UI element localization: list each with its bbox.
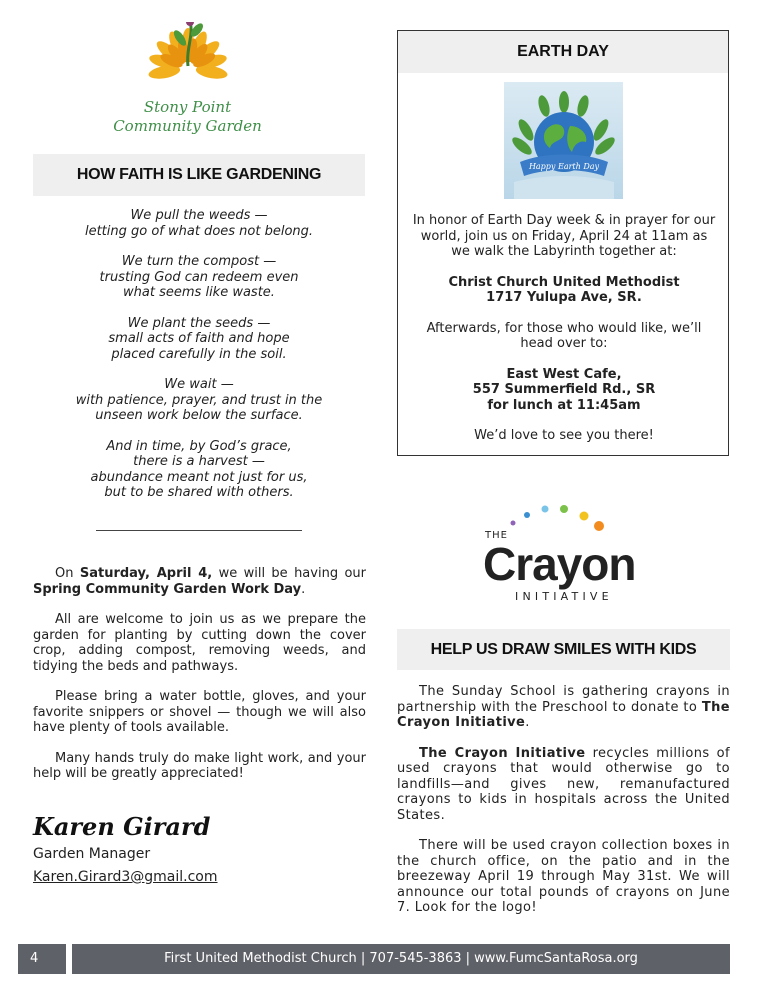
earth-day-image: [504, 82, 623, 199]
poem-stanza: [33, 208, 365, 239]
poem-line: what seems like waste.: [123, 285, 275, 300]
earth-day-heading: EARTH DAY: [398, 31, 728, 73]
workday-paragraph: All are welcome to join us as we prepare the garden for planting by cutting down the cover crop, adding compost, removing weeds, and tidying the beds and pathways.: [33, 612, 366, 674]
poem-stanza: [33, 254, 365, 301]
garden-logo-text: [100, 98, 275, 136]
crayon-org-name: The Crayon Initiative: [397, 699, 730, 730]
workday-date: Saturday, April 4,: [79, 566, 213, 581]
section-divider: [96, 530, 302, 531]
poem-line: letting go of what does not belong.: [84, 223, 314, 239]
crayon-heading: HELP US DRAW SMILES WITH KIDS: [397, 629, 730, 670]
workday-paragraph: Please bring a water bottle, gloves, and your favorite snippers or shovel — though we will also have plenty of tools available.: [33, 689, 366, 735]
venue-2: [410, 367, 718, 414]
text-run: On: [55, 566, 80, 581]
garden-logo-line1: Stony Point: [143, 98, 232, 116]
venue-1-address: 1717 Yulupa Ave, SR.: [486, 290, 642, 305]
crayon-logo-the: THE: [485, 530, 508, 541]
poem-line: there is a harvest —: [133, 454, 265, 469]
crayon-org-name: The Crayon Initiative: [419, 745, 586, 761]
email-link[interactable]: Karen.Girard3@gmail.com: [33, 869, 218, 885]
crayon-initiative-logo: [483, 502, 643, 606]
text-run: recycles millions of used crayons that would otherwise go to landfills—and gives new, remanufactured crayons to kids in hospitals across the United States.: [397, 745, 730, 823]
poem-line: small acts of faith and hope: [108, 331, 290, 346]
text-run: .: [525, 715, 530, 730]
earth-day-after: Afterwards, for those who would like, we’ll head over to:: [426, 320, 702, 351]
poem-stanza: [33, 377, 365, 424]
venue-1-name: Christ Church United Methodist: [448, 274, 680, 290]
footer-bar: First United Methodist Church | 707-545-3863 | www.FumcSantaRosa.org: [72, 944, 730, 974]
poem-line: with patience, prayer, and trust in the: [75, 392, 323, 408]
faith-poem: [33, 208, 365, 516]
crayon-logo-word: Crayon: [483, 538, 636, 590]
workday-paragraph: Many hands truly do make light work, and your help will be greatly appreciated!: [33, 750, 366, 781]
crayon-article: [397, 684, 730, 931]
poem-line: And in time, by God’s grace,: [106, 438, 292, 454]
text-run: we will be having our: [212, 566, 366, 581]
venue-2-address: 557 Summerfield Rd., SR: [472, 382, 656, 397]
text-run: The Sunday School is gathering crayons in partnership with the Preschool to donate to: [397, 684, 730, 715]
text-run: .: [301, 581, 306, 597]
garden-logo-line2: Community Garden: [113, 117, 262, 135]
crayon-paragraph: [397, 684, 730, 731]
crayon-paragraph: [397, 746, 730, 824]
faith-heading: HOW FAITH IS LIKE GARDENING: [33, 154, 365, 196]
earth-day-intro: In honor of Earth Day week & in prayer for our world, join us on Friday, April 24 at 11am as we walk the Labyrinth together at:: [412, 213, 716, 259]
workday-paragraph: [33, 566, 366, 597]
earth-day-image-caption: Happy Earth Day: [528, 162, 600, 171]
page-number: 4: [18, 944, 66, 974]
signature-title: Garden Manager: [33, 846, 151, 862]
poem-line: trusting God can redeem even: [99, 269, 299, 285]
poem-line: unseen work below the surface.: [95, 408, 303, 423]
poem-line: We plant the seeds —: [127, 315, 271, 331]
venue-1: [410, 275, 718, 306]
signature: Karen Girard: [33, 812, 211, 841]
poem-line: We turn the compost —: [121, 254, 277, 269]
poem-line: abundance meant not just for us,: [90, 469, 308, 485]
workday-event-name: Spring Community Garden Work Day: [33, 581, 302, 597]
workday-article: [33, 566, 366, 797]
poem-stanza: [33, 439, 365, 501]
venue-2-time: for lunch at 11:45am: [487, 397, 641, 413]
sunflower-icon: [100, 22, 275, 102]
venue-2-name: East West Cafe,: [506, 366, 622, 382]
earth-day-box: [397, 30, 729, 456]
poem-line: placed carefully in the soil.: [111, 346, 287, 362]
earth-day-text: [410, 213, 718, 459]
poem-line: but to be shared with others.: [104, 485, 294, 500]
garden-logo: [100, 22, 275, 142]
earth-day-closing: We’d love to see you there!: [474, 428, 654, 443]
poem-line: We pull the weeds —: [130, 208, 268, 223]
crayon-paragraph: There will be used crayon collection boxes in the church office, on the patio and in the breezeway April 19 through May 31st. We will announce our total pounds of crayons on June 7. Look for the logo!: [397, 838, 730, 915]
poem-stanza: [33, 316, 365, 363]
crayon-logo-initiative: INITIATIVE: [515, 590, 613, 603]
poem-line: We wait —: [164, 377, 234, 392]
